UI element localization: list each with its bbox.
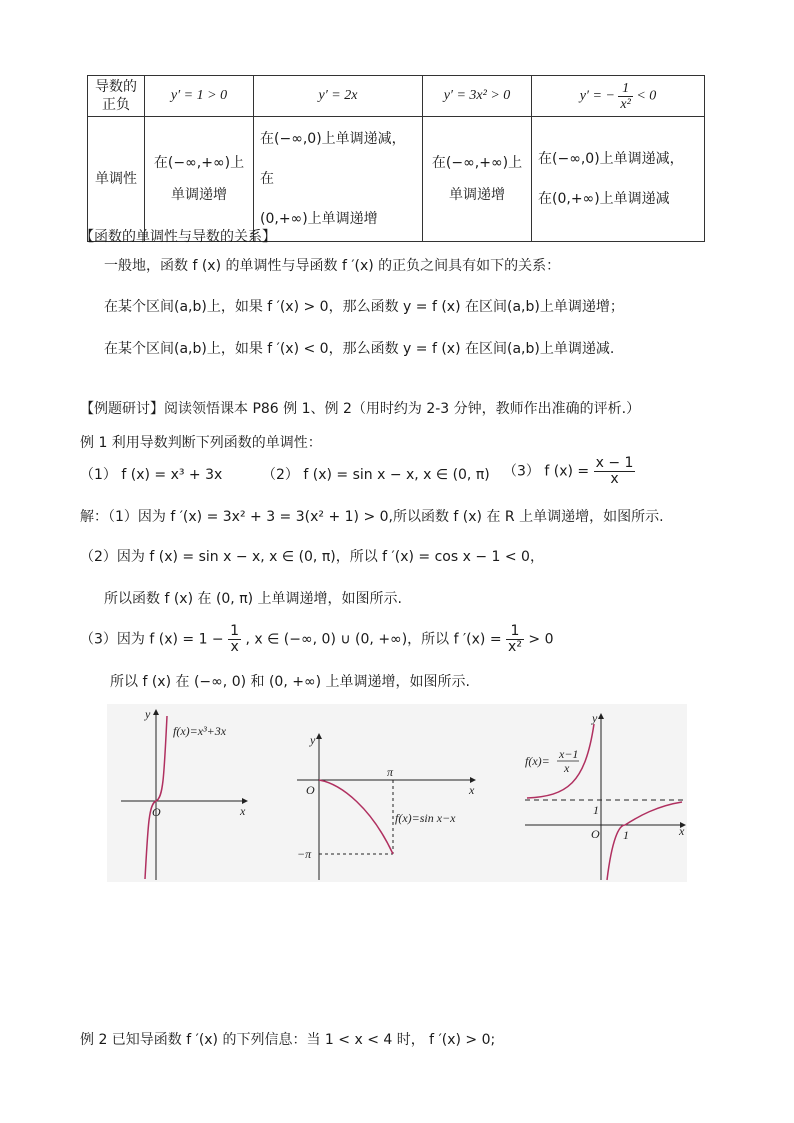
neg-pi-label: −π [297, 847, 312, 861]
graph-label: f(x)=x³+3x [173, 724, 227, 738]
example-2: 例 2 已知导函数 f ′(x) 的下列信息：当 1 < x < 4 时， f ′(x) > 0; [80, 1032, 496, 1048]
table-cell: y′ = 1 > 0 [145, 76, 254, 117]
graph-label-den: x [564, 761, 570, 775]
section-title: 【函数的单调性与导数的关系】 [80, 229, 276, 245]
example-1-title: 例 1 利用导数判断下列函数的单调性： [80, 435, 322, 451]
table-cell: 在(−∞,0)上单调递减，在 (0,+∞)上单调递增 [254, 117, 423, 242]
graph-label: f(x)=sin x−x [395, 811, 456, 825]
origin-label: O [152, 805, 161, 819]
solution-2a: （2）因为 f (x) = sin x − x, x ∈ (0, π)，所以 f ′(x) = cos x − 1 < 0， [80, 549, 544, 565]
graph-rational [525, 711, 685, 880]
table-cell: 在(−∞,+∞)上 单调递增 [423, 117, 532, 242]
table-row-header-sign: 导数的正负 [88, 76, 145, 117]
graph-label-num: x−1 [559, 747, 579, 761]
graphs-svg [107, 704, 687, 882]
table-cell: y′ = 2x [254, 76, 423, 117]
derivative-sign-table [87, 75, 705, 242]
paragraph: 在某个区间(a,b)上，如果 f ′(x) > 0，那么函数 y = f (x) 在区间(a,b)上单调递增； [104, 299, 624, 315]
example-1-item-1: （1） f (x) = x³ + 3x [80, 467, 223, 483]
one-y-label: 1 [593, 803, 599, 817]
table-cell: y′ = 3x² > 0 [423, 76, 532, 117]
solution-3a: （3）因为 f (x) = 1 − $\frac{1}{x}$ , x ∈ (−∞, 0) ∪ (0, +∞)，所以 f ′(x) = $\frac{1}{\text{x²}}$ > 0 [80, 623, 554, 655]
table-cell: y′ = − $\frac{1}{\text{x²}}$ < 0 [532, 76, 705, 117]
graph-cubic [121, 707, 247, 880]
graph-sine-minus-x [297, 733, 475, 880]
solution-2b: 所以函数 f (x) 在 (0, π) 上单调递增，如图所示. [104, 591, 402, 607]
table-row-header-monotonic: 单调性 [88, 117, 145, 242]
table-cell: 在(−∞,+∞)上 单调递增 [145, 117, 254, 242]
paragraph: 在某个区间(a,b)上，如果 f ′(x) < 0，那么函数 y = f (x) 在区间(a,b)上单调递减. [104, 341, 615, 357]
curve-right [607, 802, 682, 880]
origin-label: O [591, 827, 600, 841]
solution-1: 解：（1）因为 f ′(x) = 3x² + 3 = 3(x² + 1) > 0,所以函数 f (x) 在 R 上单调递增，如图所示. [80, 509, 664, 525]
origin-label: O [306, 783, 315, 797]
function-graphs-figure [107, 704, 687, 882]
x-axis-label: x [469, 783, 475, 797]
graph-label: f(x)= [525, 754, 550, 768]
example-1-item-2: （2） f (x) = sin x − x, x ∈ (0, π) [262, 467, 490, 483]
solution-3b: 所以 f (x) 在 (−∞, 0) 和 (0, +∞) 上单调递增，如图所示. [110, 674, 470, 690]
x-axis-label: x [240, 804, 246, 818]
example-intro: 【例题研讨】阅读领悟课本 P86 例 1、例 2（用时约为 2-3 分钟，教师作出准确的评析.） [80, 401, 641, 417]
curve [319, 780, 393, 854]
y-axis-label: y [145, 707, 151, 721]
pi-label: π [387, 765, 394, 779]
one-x-label: 1 [623, 828, 629, 842]
y-axis-label: y [310, 733, 316, 747]
paragraph: 一般地，函数 f (x) 的单调性与导函数 f ′(x) 的正负之间具有如下的关系： [104, 258, 561, 274]
x-axis-label: x [679, 824, 685, 838]
example-1-item-3: （3） f (x) = $\frac{x - 1}{x}$ [503, 455, 634, 487]
y-axis-label: y [592, 711, 598, 725]
table-cell: 在(−∞,0)上单调递减， 在(0,+∞)上单调递减 [532, 117, 705, 242]
